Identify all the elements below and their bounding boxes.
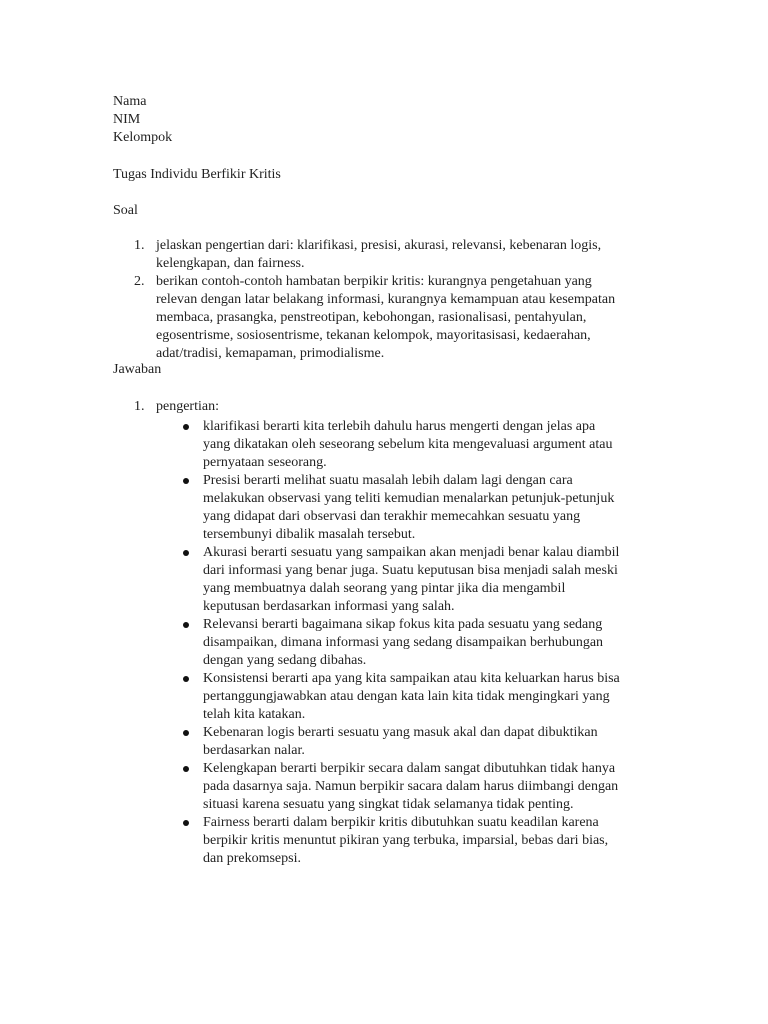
bullet-akurasi <box>203 544 673 616</box>
bullet-dot-icon <box>183 550 189 556</box>
bullet-text-line: berpikir kritis menuntut pikiran yang terbuka, imparsial, bebas dari bias, <box>203 833 609 848</box>
bullet-text-line: melakukan observasi yang teliti kemudian menalarkan petunjuk-petunjuk <box>203 491 615 506</box>
bullet-dot-icon <box>183 766 189 772</box>
document-title: Tugas Individu Berfikir Kritis <box>113 167 281 182</box>
bullet-text-line: berdasarkan nalar. <box>203 743 305 758</box>
bullet-text-line: keputusan berdasarkan informasi yang salah. <box>203 599 455 614</box>
list-number: 1. <box>134 399 145 414</box>
bullet-konsistensi <box>203 670 673 724</box>
bullet-presisi <box>203 472 673 544</box>
bullet-text-line: dengan yang sedang dibahas. <box>203 653 367 668</box>
soal-list <box>113 237 653 363</box>
bullet-text-line: pertanggungjawabkan atau dengan kata lain kita tidak mengingkari yang <box>203 689 610 704</box>
bullet-text-line: yang membuatnya dalah seorang yang pintar jika dia mengambil <box>203 581 566 596</box>
bullet-text-line: pada dasarnya saja. Namun berpikir sacara dalam harus diimbangi dengan <box>203 779 619 794</box>
bullet-text-line: telah kita katakan. <box>203 707 306 722</box>
bullet-dot-icon <box>183 622 189 628</box>
student-info-header <box>113 93 172 147</box>
bullet-text-line: Kebenaran logis berarti sesuatu yang masuk akal dan dapat dibuktikan <box>203 725 598 740</box>
bullet-relevansi <box>203 616 673 670</box>
bullet-text-line: pernyataan seseorang. <box>203 455 327 470</box>
bullet-dot-icon <box>183 676 189 682</box>
bullet-kelengkapan <box>203 760 673 814</box>
bullet-text-line: Presisi berarti melihat suatu masalah lebih dalam lagi dengan cara <box>203 473 573 488</box>
bullet-dot-icon <box>183 478 189 484</box>
nama-label: Nama <box>113 94 147 109</box>
list-number: 2. <box>134 274 145 289</box>
soal-text-line: membaca, prasangka, penstreotipan, kebohongan, rasionalisasi, pentahyulan, <box>156 310 587 325</box>
soal-text-line: berikan contoh-contoh hambatan berpikir kritis: kurangnya pengetahuan yang <box>156 274 592 289</box>
soal-text-line: jelaskan pengertian dari: klarifikasi, presisi, akurasi, relevansi, kebenaran logis, <box>156 238 602 253</box>
soal-item-2 <box>113 273 653 363</box>
bullet-text-line: yang didapat dari observasi dan terakhir memecahkan sesuatu yang <box>203 509 581 524</box>
bullet-text-line: tersembunyi dibalik masalah tersebut. <box>203 527 416 542</box>
bullet-dot-icon <box>183 820 189 826</box>
bullet-text-line: Relevansi berarti bagaimana sikap fokus kita pada sesuatu yang sedang <box>203 617 603 632</box>
jawaban-heading: Jawaban <box>113 362 162 377</box>
bullet-text-line: disampaikan, dimana informasi yang sedang disampaikan berhubungan <box>203 635 604 650</box>
soal-text-line: kelengkapan, dan fairness. <box>156 256 305 271</box>
bullet-text-line: klarifikasi berarti kita terlebih dahulu harus mengerti dengan jelas apa <box>203 419 596 434</box>
list-number: 1. <box>134 238 145 253</box>
bullet-klarifikasi <box>203 418 673 472</box>
bullet-text-line: Akurasi berarti sesuatu yang sampaikan akan menjadi benar kalau diambil <box>203 545 620 560</box>
kelompok-label: Kelompok <box>113 130 173 145</box>
soal-heading: Soal <box>113 203 138 218</box>
bullet-dot-icon <box>183 424 189 430</box>
jawaban-list <box>113 398 673 868</box>
jawaban-item-1 <box>113 398 673 416</box>
bullet-fairness <box>203 814 673 868</box>
bullet-text-line: Fairness berarti dalam berpikir kritis dibutuhkan suatu keadilan karena <box>203 815 599 830</box>
bullet-text-line: dan prekomsepsi. <box>203 851 301 866</box>
bullet-kebenaran-logis <box>203 724 673 760</box>
bullet-text-line: Konsistensi berarti apa yang kita sampaikan atau kita keluarkan harus bisa <box>203 671 620 686</box>
soal-text-line: relevan dengan latar belakang informasi, kurangnya kemampuan atau kesempatan <box>156 292 616 307</box>
soal-text-line: egosentrisme, sosiosentrisme, tekanan kelompok, mayoritasisasi, kedaerahan, <box>156 328 591 343</box>
bullet-text-line: dari informasi yang benar juga. Suatu keputusan bisa menjadi salah meski <box>203 563 618 578</box>
bullet-dot-icon <box>183 730 189 736</box>
soal-item-1 <box>113 237 653 273</box>
definition-bullet-list <box>113 418 673 868</box>
nim-label: NIM <box>113 112 141 127</box>
bullet-text-line: situasi karena sesuatu yang singkat tidak selamanya tidak penting. <box>203 797 574 812</box>
bullet-text-line: yang dikatakan oleh seseorang sebelum kita mengevaluasi argument atau <box>203 437 613 452</box>
soal-text-line: adat/tradisi, kemapaman, primodialisme. <box>156 346 385 361</box>
bullet-text-line: Kelengkapan berarti berpikir secara dalam sangat dibutuhkan tidak hanya <box>203 761 616 776</box>
jawaban-item-text: pengertian: <box>156 399 219 414</box>
